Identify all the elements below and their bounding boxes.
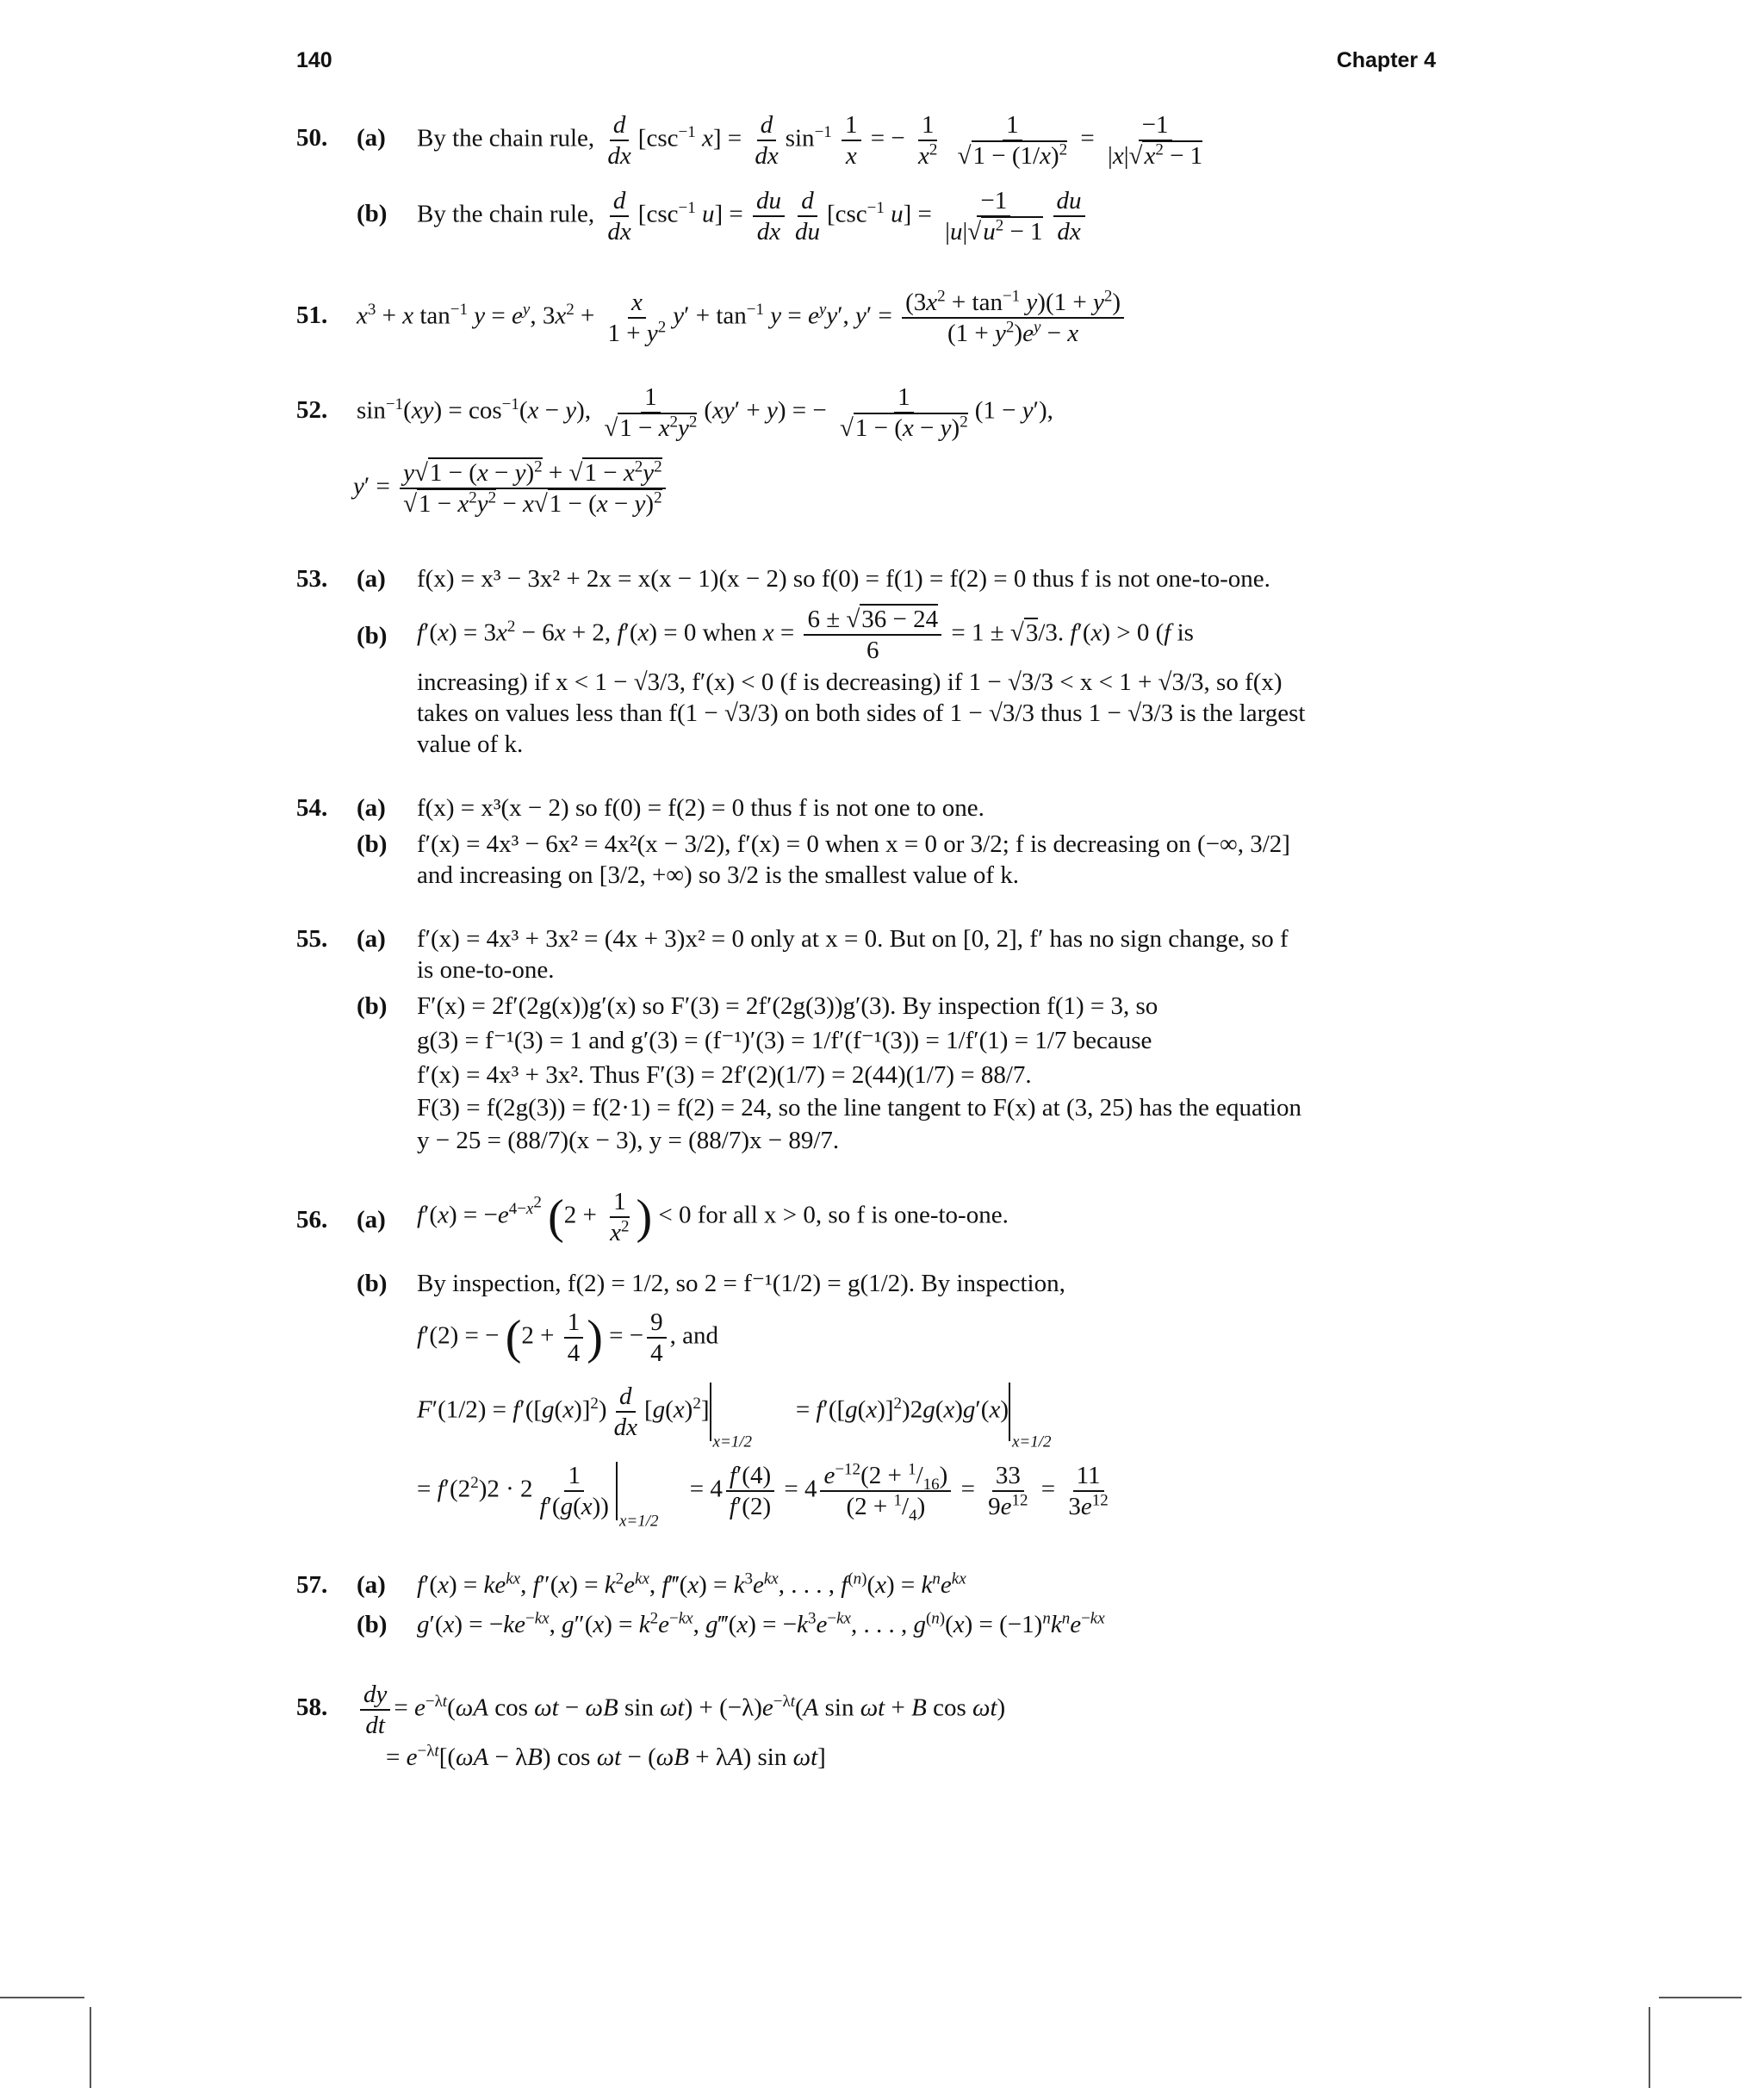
problem-number: 52. xyxy=(296,396,328,424)
problem-number: 56. xyxy=(296,1206,328,1234)
chapter-heading: Chapter 4 xyxy=(1336,48,1436,72)
equation: $f'(x) = ke^{kx}$, $f''(x) = k^2e^{kx}$, f‴(x) = $k^3e^{kx}$, . . . , $f^{(n)}(x) = k^ne^{kx}$ xyxy=(417,1569,966,1599)
part-label: (b) xyxy=(357,200,388,227)
solution-text: y − 25 = (88/7)(x − 3), y = (88/7)x − 89/7. xyxy=(417,1127,840,1154)
part-label: (b) xyxy=(357,1270,388,1297)
solution-text: f′(x) = 4x³ + 3x² = (4x + 3)x² = 0 only at x = 0. But on [0, 2], f′ has no sign change, so f xyxy=(417,925,1289,953)
part-label: (b) xyxy=(357,992,388,1020)
crop-mark xyxy=(1659,1997,1742,1998)
inline-text: < 0 for all x > 0, so f is one-to-one. xyxy=(658,1201,1009,1229)
equation: $F'(1/2) = f'([g(x)]^2)$ $\frac{d}{dx}$ $[g(x)^2]_{x=1/2}$ = $f'([g(x)]^2)2g(x)g'(x)_{x=1/2}$ xyxy=(417,1383,1052,1451)
problem-number: 54. xyxy=(296,794,328,822)
part-label: (b) xyxy=(357,830,388,858)
part-label: (a) xyxy=(357,124,386,152)
problem-number: 58. xyxy=(296,1693,328,1721)
lead-text: By the chain rule, xyxy=(417,200,595,228)
equation: $f'(x) = 3x^2 - 6x + 2$, f′(x) = 0 when x = $\frac{6 \pm √36 - 24}{6}$ = 1 ± √3/3. f′(x) > 0 (f is xyxy=(417,606,1194,664)
equation: $g'(x) = -ke^{-kx}$, $g''(x) = k^2e^{-kx}$, g‴(x) = $-k^3e^{-kx}$, . . . , $g^{(n)}(x) = (-1)^nk^ne^{-kx}$ xyxy=(417,1609,1105,1638)
solution-text: g(3) = f⁻¹(3) = 1 and g′(3) = (f⁻¹)′(3) = 1/f′(f⁻¹(3)) = 1/f′(1) = 1/7 because xyxy=(417,1027,1152,1054)
solution-text: f′(x) = 4x³ − 6x² = 4x²(x − 3/2), f′(x) = 0 when x = 0 or 3/2; f is decreasing on (−∞, 3/2] xyxy=(417,830,1290,858)
part-label: (b) xyxy=(357,622,388,649)
problem-number: 55. xyxy=(296,925,328,953)
solution-text: increasing) if x < 1 − √3/3, f′(x) < 0 (f is decreasing) if 1 − √3/3 < x < 1 + √3/3, so f(x) xyxy=(417,668,1283,696)
equation: = $e^{-\lambda t}[(\omega A - \lambda B)$ cos ωt − (ωB + λA) sin ωt] xyxy=(386,1742,826,1771)
solution-text: value of k. xyxy=(417,730,524,758)
equation: y′ = $\frac{y√1 - (x - y)^2 + √1 - x^2y^2}{√1 - x^2y^2 - x√1 - (x - y)^2}$ xyxy=(353,458,669,519)
equation: f′(2) = − (2 + $\frac{1}{4}$ ) = − $\frac{9}{4}$ , and xyxy=(417,1308,718,1367)
equation: $x^3 + x$ $\tan^{-1} y = e^y$, $3x^2$ + $\frac{x}{1 + y^2}$ $y' + \tan^{-1} y = e^yy'$, y′ = $\frac{(3x^2 + \tan^{-1} y)(1 + y^2)}{(1 + y^2)e^y - x}$ xyxy=(357,288,1127,348)
solution-text: f(x) = x³ − 3x² + 2x = x(x − 1)(x − 2) so f(0) = f(1) = f(2) = 0 thus f is not one-to-one. xyxy=(417,565,1270,593)
crop-mark xyxy=(90,2007,91,2088)
part-label: (a) xyxy=(357,1571,386,1599)
solution-text: and increasing on [3/2, +∞) so 3/2 is the smallest value of k. xyxy=(417,861,1020,889)
page-number: 140 xyxy=(296,48,332,72)
solution-text: is one-to-one. xyxy=(417,956,555,984)
part-label: (a) xyxy=(357,925,386,953)
equation: $f'(x) = -e^{4-x^2}$ (2 + $\frac{1}{x^2}$ ) < 0 for all x > 0, so f is one-to-one. xyxy=(417,1188,1009,1246)
part-label: (a) xyxy=(357,565,386,593)
solution-text: f′(x) = 4x³ + 3x². Thus F′(3) = 2f′(2)(1/7) = 2(44)(1/7) = 88/7. xyxy=(417,1061,1032,1089)
equation: $\sin^{-1}(xy) = \cos^{-1}(x - y)$, $\frac{1}{√1 - x^2y^2}$ (xy′ + y) = − $\frac{1}{√1 - (x - y)^2}$ (1 − y′), xyxy=(357,383,1053,442)
equation: = $f'(2^2)2 \cdot 2$ $\frac{1}{f'(g(x))}$ $_{x=1/2}$ = 4 $\frac{f'(4)}{f'(2)}$ = 4 $\frac{e^{-12}(2 + ^1/_{16})}{(2 + ^1/_4)}$ = $\frac{33}{9e^{12}}$ = $\frac{11}{3e^{12}}$ xyxy=(417,1460,1109,1531)
problem-number: 50. xyxy=(296,124,328,152)
solution-text: By inspection, f(2) = 1/2, so 2 = f⁻¹(1/2) = g(1/2). By inspection, xyxy=(417,1270,1065,1297)
solution-text: f(x) = x³(x − 2) so f(0) = f(2) = 0 thus f is not one to one. xyxy=(417,794,984,822)
equation: $\frac{dy}{dt}$ = $e^{-\lambda t}(\omega A$ cos ωt − ωB $\sin \omega t) + (-\lambda)e^{-\lambda t}(A$ sin ωt + B cos ωt) xyxy=(357,1680,1005,1740)
crop-mark xyxy=(1649,2007,1650,2088)
part-label: (a) xyxy=(357,794,386,822)
part-label: (b) xyxy=(357,1611,388,1638)
equation: By the chain rule, $\frac{d}{dx}$ [$\csc^{-1}$ u] = $\frac{du}{dx}$ $\frac{d}{du}$ [$\csc^{-1}$ u] = $\frac{-1}{|u|√u^2 - 1}$ $\frac{du}{dx}$ xyxy=(417,186,1089,246)
problem-number: 57. xyxy=(296,1571,328,1599)
equation: By the chain rule, $\frac{d}{dx}$ [$\csc^{-1}$ x] = $\frac{d}{dx}$ $\sin^{-1}$ $\frac{1}{x}$ = − $\frac{1}{x^2}$ $\frac{1}{√1 - (1/x)^2}$ = $\frac{-1}{|x|√x^2 - 1}$ xyxy=(417,111,1203,170)
solution-text: F(3) = f(2g(3)) = f(2·1) = f(2) = 24, so the line tangent to F(x) at (3, 25) has the equation xyxy=(417,1094,1301,1122)
crop-mark xyxy=(0,1997,84,1998)
part-label: (a) xyxy=(357,1206,386,1234)
solution-text: F′(x) = 2f′(2g(x))g′(x) so F′(3) = 2f′(2g(3))g′(3). By inspection f(1) = 3, so xyxy=(417,992,1158,1020)
solution-text: takes on values less than f(1 − √3/3) on both sides of 1 − √3/3 thus 1 − √3/3 is the largest xyxy=(417,699,1306,727)
problem-number: 53. xyxy=(296,565,328,593)
problem-number: 51. xyxy=(296,301,328,329)
inline-text: , and xyxy=(669,1321,718,1350)
lead-text: By the chain rule, xyxy=(417,124,595,152)
